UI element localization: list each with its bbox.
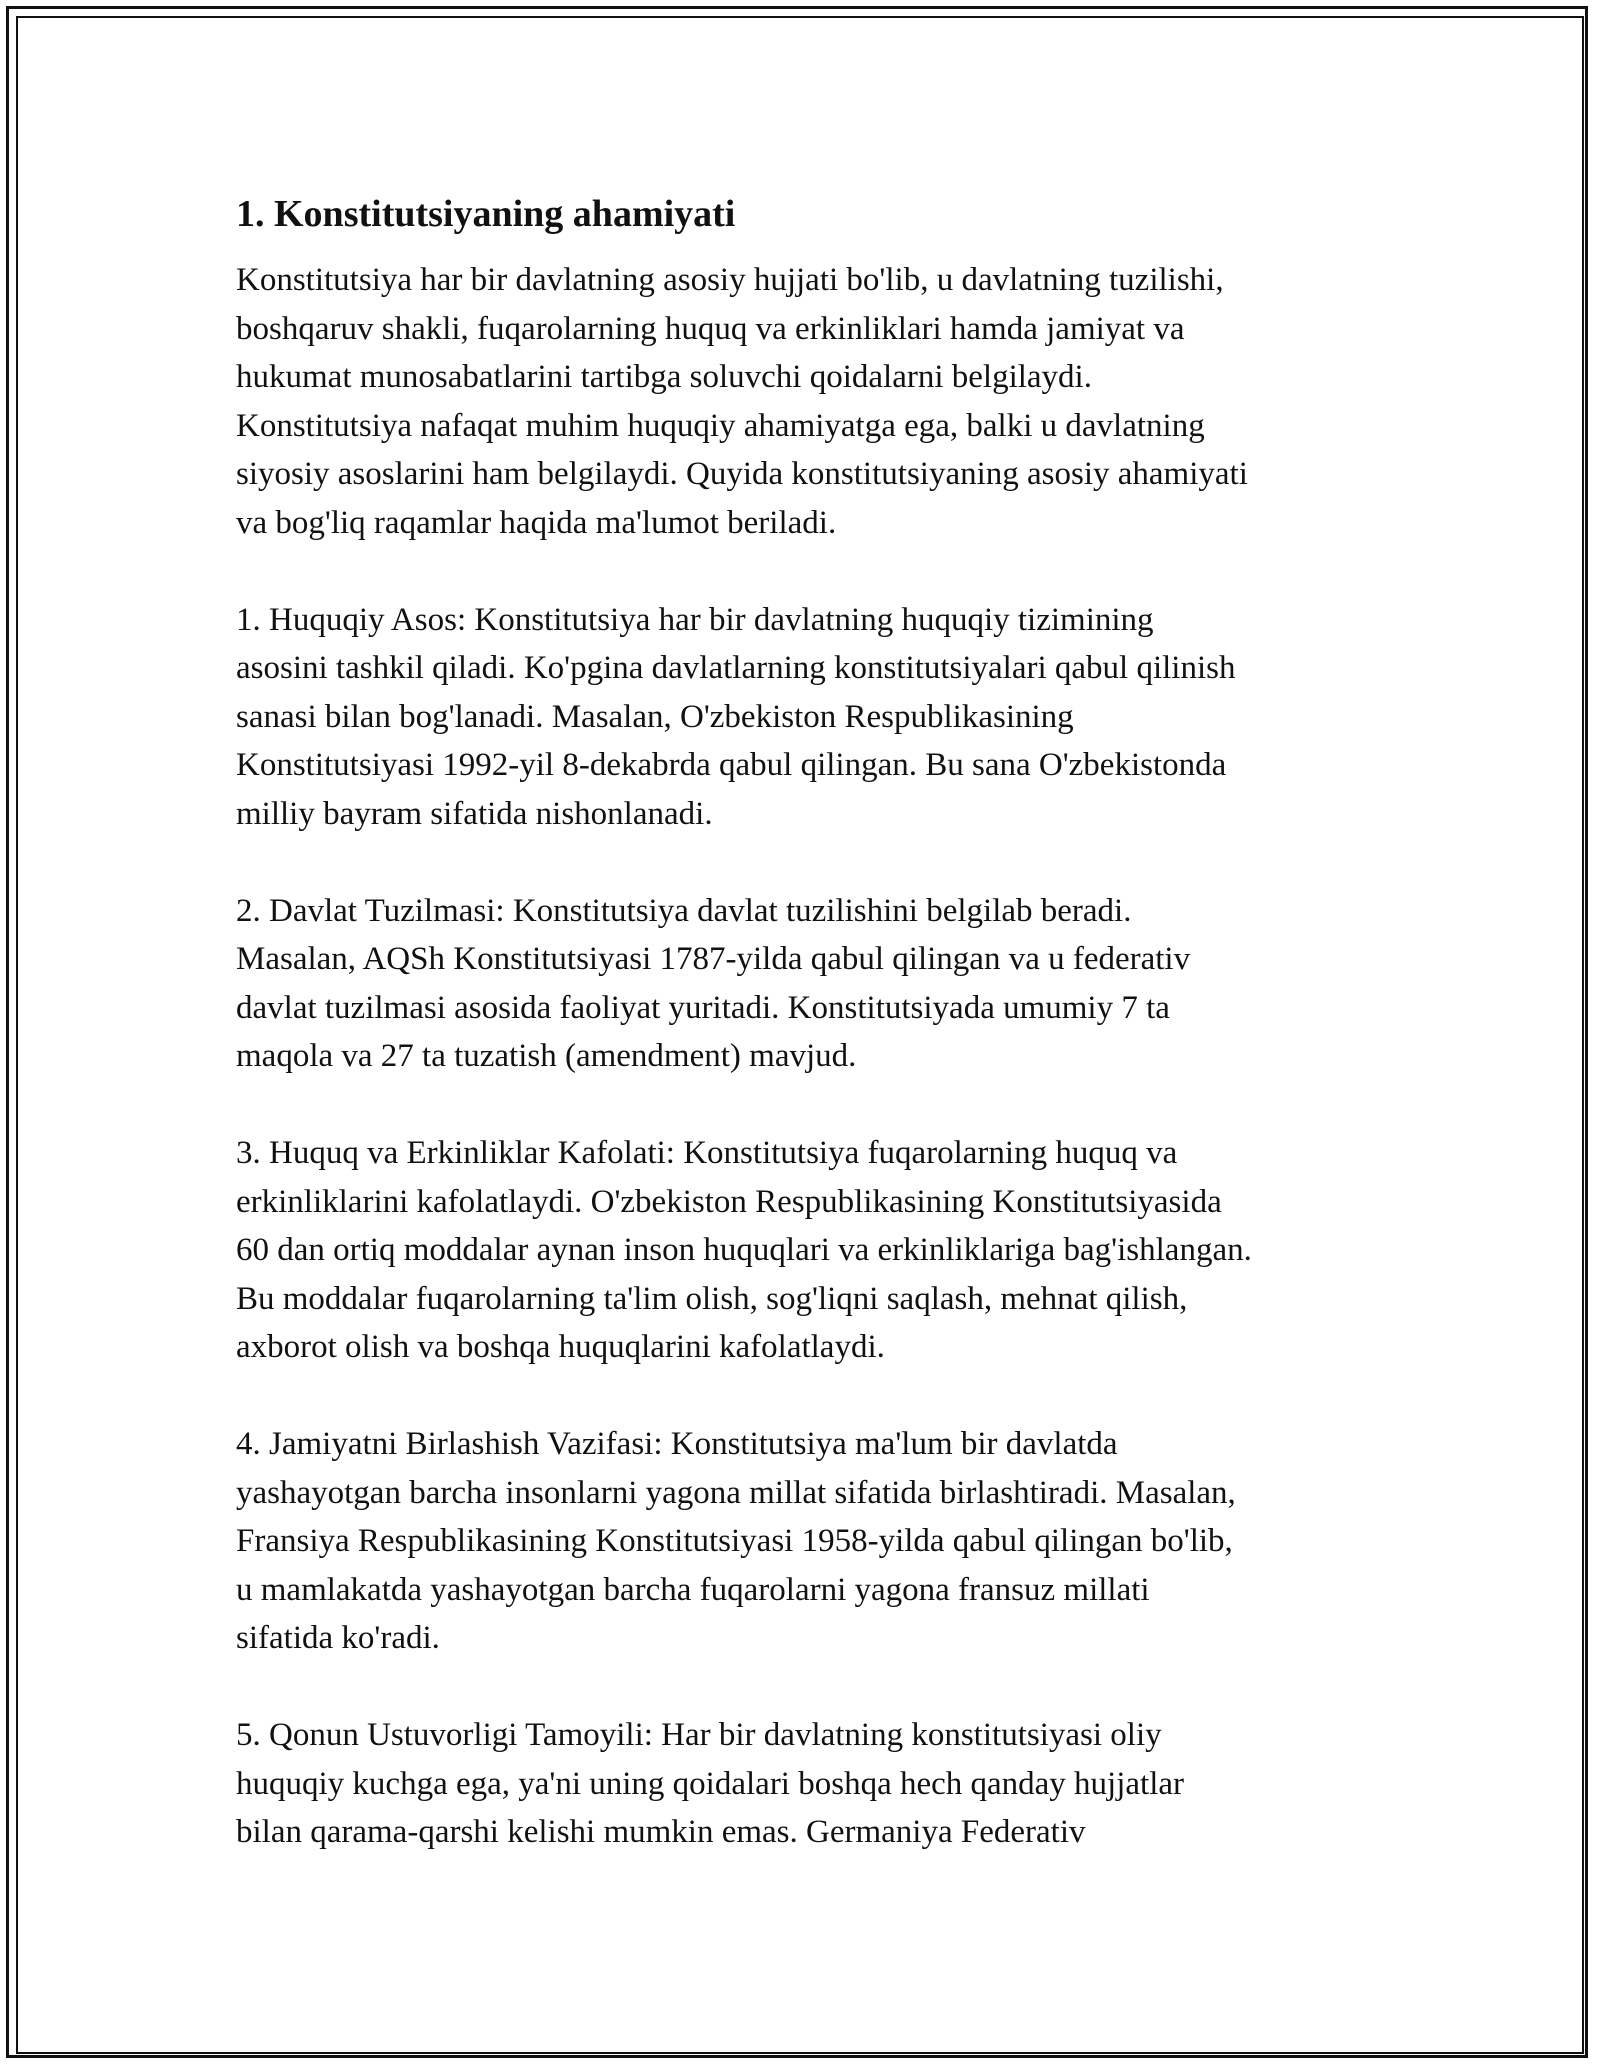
paragraph-rule-of-law: 5. Qonun Ustuvorligi Tamoyili: Har bir davlatning konstitutsiyasi oliy huquqiy kuchga ega, ya'ni uning qoidalari boshqa hech qanday hujjatlar bilan qarama-qarshi kelishi mumkin emas. Germaniya Federativ — [236, 1717, 1185, 1850]
paragraph-unification: 4. Jamiyatni Birlashish Vazifasi: Konstitutsiya ma'lum bir davlatda yashayotgan barcha insonlarni yagona millat sifatida birlashtiradi. Masalan, Fransiya Respublikasining Konstitutsiyasi 1958-yilda qabul qilingan bo'lib, u mamlakatda yashayotgan barcha fuqarolarni yagona fransuz millati sifatida ko'radi. — [236, 1426, 1236, 1656]
paragraph-legal-basis: 1. Huquqiy Asos: Konstitutsiya har bir davlatning huquqiy tizimining asosini tashkil qiladi. Ko'pgina davlatlarning konstitutsiyalari qabul qilinish sanasi bilan bog'lanadi. Masalan, O'zbekiston Respublikasining Konstitutsiyasi 1992-yil 8-dekabrda qabul qilingan. Bu sana O'zbekistonda milliy bayram sifatida nishonlanadi. — [236, 601, 1236, 832]
paragraph-rights-guarantee: 3. Huquq va Erkinliklar Kafolati: Konstitutsiya fuqarolarning huquq va erkinliklarini kafolatlaydi. O'zbekiston Respublikasining Konstitutsiyasida 60 dan ortiq moddalar aynan inson huquqlari va erkinliklariga bag'ishlangan. Bu moddalar fuqarolarning ta'lim olish, sog'liqni saqlash, mehnat qilish, axborot olish va boshqa huquqlarini kafolatlaydi. — [236, 1135, 1252, 1365]
intro-paragraph: Konstitutsiya har bir davlatning asosiy hujjati bo'lib, u davlatning tuzilishi, boshqaruv shakli, fuqarolarning huquq va erkinliklari hamda jamiyat va hukumat munosabatlarini tartibga soluvchi qoidalarni belgilaydi. Konstitutsiya nafaqat muhim huquqiy ahamiyatga ega, balki u davlatning siyosiy asoslarini ham belgilaydi. Quyida konstitutsiyaning asosiy ahamiyati va bog'liq raqamlar haqida ma'lumot beriladi. — [236, 262, 1248, 541]
paragraph-state-structure: 2. Davlat Tuzilmasi: Konstitutsiya davlat tuzilishini belgilab beradi. Masalan, AQSh Konstitutsiyasi 1787-yilda qabul qilingan va u federativ davlat tuzilmasi asosida faoliyat yuritadi. Konstitutsiyada umumiy 7 ta maqola va 27 ta tuzatish (amendment) mavjud. — [236, 892, 1191, 1074]
document-body — [236, 186, 1376, 1905]
section-title: 1. Konstitutsiyaning ahamiyati — [236, 193, 736, 235]
